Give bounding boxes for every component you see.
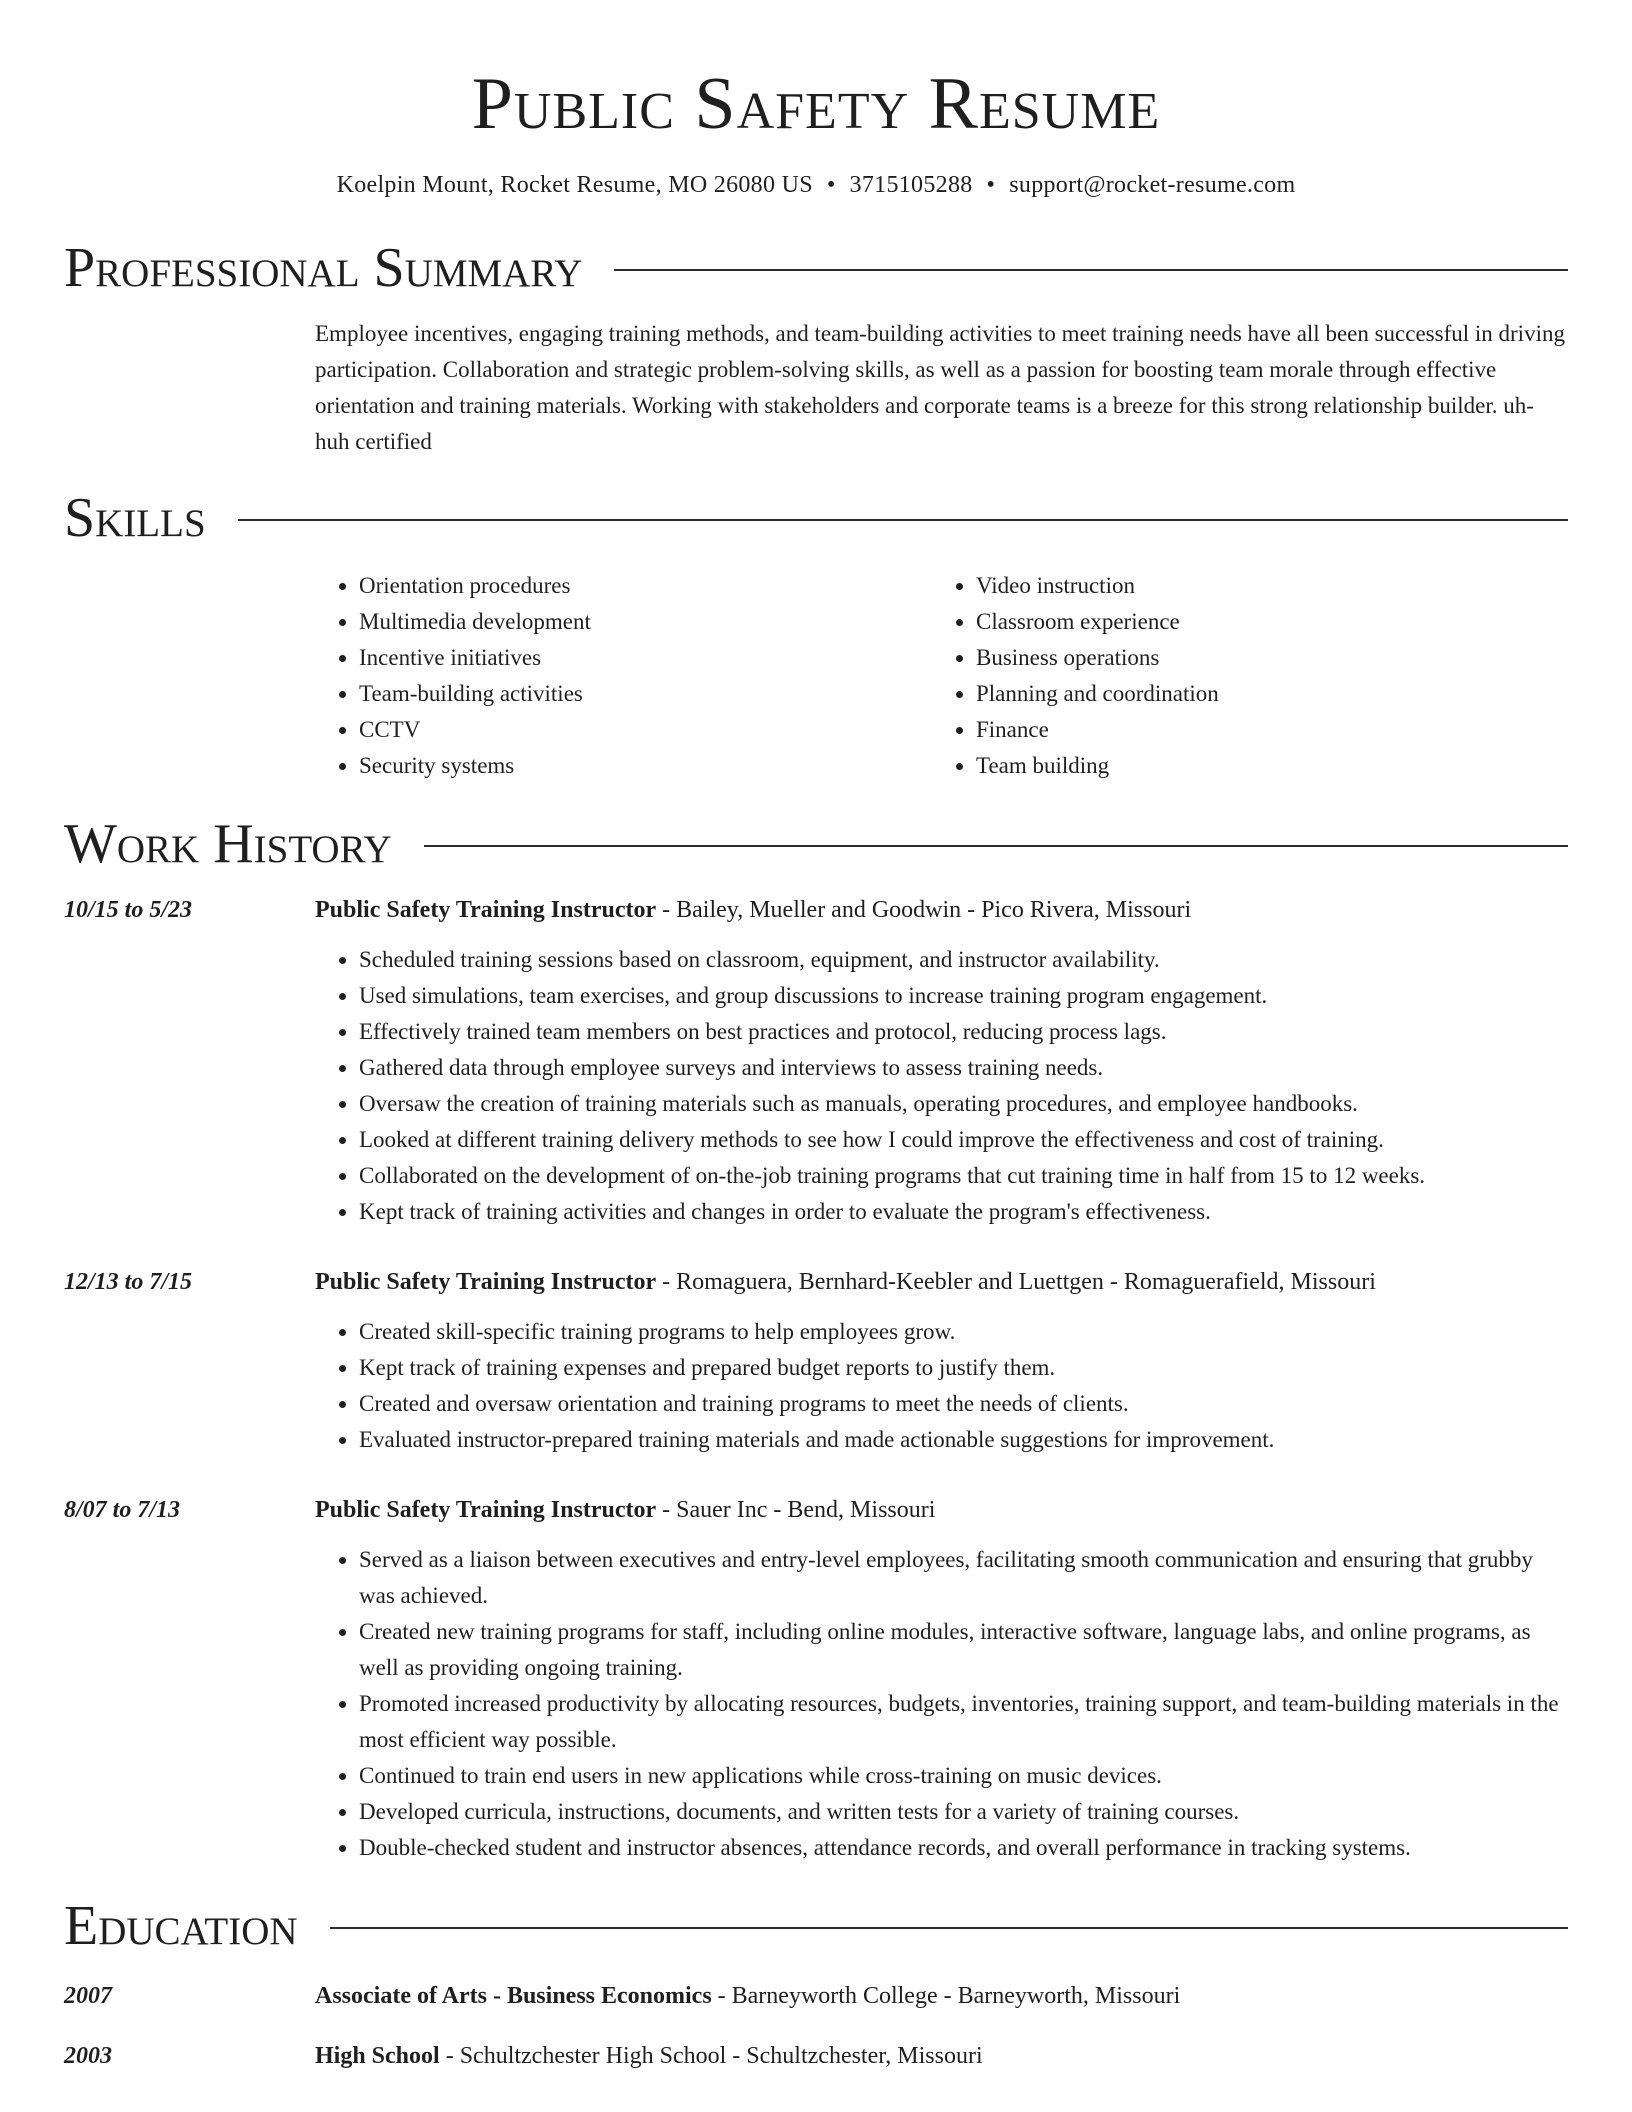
skills-heading: Skills (64, 487, 206, 549)
job-bullet: • Served as a liaison between executives and entry-level employees, facilitating smooth communication and ensuring that grubby was achieved. (359, 1542, 1568, 1614)
summary-heading: Professional Summary (64, 237, 583, 299)
contact-line (64, 170, 1568, 200)
contact-separator: • (986, 172, 996, 198)
education-entry (64, 1978, 1568, 2014)
education-heading-line (315, 2038, 983, 2074)
section-divider (330, 1927, 1568, 1929)
education-school: - Barneyworth College - Barneyworth, Missouri (711, 1983, 1181, 2009)
skill-item: • Multimedia development (359, 604, 932, 640)
skills-column-right (932, 568, 1549, 784)
education-section-header (64, 1896, 1568, 1956)
summary-section-header (64, 238, 1568, 298)
job-body (315, 1264, 1568, 1458)
job-bullet: • Created and oversaw orientation and training programs to meet the needs of clients. (359, 1386, 1568, 1422)
skill-item: • Team building (976, 748, 1549, 784)
job-bullet: • Kept track of training expenses and prepared budget reports to justify them. (359, 1350, 1568, 1386)
job-bullet: • Oversaw the creation of training materials such as manuals, operating procedures, and employee handbooks. (359, 1086, 1568, 1122)
job-title: Public Safety Training Instructor (315, 1269, 657, 1295)
skill-item: • Video instruction (976, 568, 1549, 604)
resume-page (64, 0, 1568, 2074)
education-entry (64, 2038, 1568, 2074)
job-bullets (315, 942, 1568, 1230)
skill-item: • Orientation procedures (359, 568, 932, 604)
job-employer: - Bailey, Mueller and Goodwin - Pico Rivera, Missouri (656, 897, 1192, 923)
skills-section-header (64, 488, 1568, 548)
summary-text: Employee incentives, engaging training methods, and team-building activities to meet training needs have all been successful in driving participation. Collaboration and strategic problem-solving skills, as well as a passion for boosting team morale through effective orientation and training materials. Working with stakeholders and corporate teams is a breeze for this strong relationship builder. uh-huh certified (315, 321, 1565, 454)
education-school: - Schultzchester High School - Schultzchester, Missouri (439, 2043, 983, 2069)
job-dates: 12/13 to 7/15 (64, 1269, 193, 1295)
job-body (315, 1492, 1568, 1866)
education-year: 2003 (64, 2043, 112, 2069)
skill-item: • Planning and coordination (976, 676, 1549, 712)
job-employer: - Romaguera, Bernhard-Keebler and Luettgen - Romaguerafield, Missouri (656, 1269, 1376, 1295)
skill-item: • Security systems (359, 748, 932, 784)
job-bullet: • Looked at different training delivery methods to see how I could improve the effectiveness and cost of training. (359, 1122, 1568, 1158)
job-bullet: • Created new training programs for staff, including online modules, interactive software, language labs, and online programs, as well as providing ongoing training. (359, 1614, 1568, 1686)
job-dates: 8/07 to 7/13 (64, 1497, 181, 1523)
job-bullet: • Gathered data through employee surveys and interviews to assess training needs. (359, 1050, 1568, 1086)
job-bullet: • Scheduled training sessions based on classroom, equipment, and instructor availability. (359, 942, 1568, 978)
job-bullet: • Effectively trained team members on best practices and protocol, reducing process lags. (359, 1014, 1568, 1050)
contact-address: Koelpin Mount, Rocket Resume, MO 26080 US (336, 172, 813, 198)
job-title: Public Safety Training Instructor (315, 897, 657, 923)
education-heading: Education (64, 1895, 298, 1957)
contact-separator: • (826, 172, 836, 198)
job-bullet: • Collaborated on the development of on-the-job training programs that cut training time in half from 15 to 12 weeks. (359, 1158, 1568, 1194)
education-degree: Associate of Arts - Business Economics (315, 1983, 712, 2009)
work-section-header (64, 814, 1568, 874)
section-divider (424, 845, 1568, 847)
job-bullet: • Evaluated instructor-prepared training materials and made actionable suggestions for improvement. (359, 1422, 1568, 1458)
job-bullets (315, 1314, 1568, 1458)
job-entry (64, 892, 1568, 1230)
skill-item: • Team-building activities (359, 676, 932, 712)
job-heading (315, 892, 1568, 928)
job-bullet: • Double-checked student and instructor absences, attendance records, and overall performance in tracking systems. (359, 1830, 1568, 1866)
work-heading: Work History (64, 813, 392, 875)
skill-item: • Finance (976, 712, 1549, 748)
job-bullet: • Developed curricula, instructions, documents, and written tests for a variety of training courses. (359, 1794, 1568, 1830)
job-employer: - Sauer Inc - Bend, Missouri (656, 1497, 936, 1523)
skill-item: • Business operations (976, 640, 1549, 676)
job-bullets (315, 1542, 1568, 1866)
contact-email: support@rocket-resume.com (1009, 172, 1296, 198)
education-heading-line (315, 1978, 1180, 2014)
job-bullet: • Used simulations, team exercises, and group discussions to increase training program engagement. (359, 978, 1568, 1014)
job-entry (64, 1492, 1568, 1866)
job-entry (64, 1264, 1568, 1458)
job-heading (315, 1492, 1568, 1528)
skill-item: • Classroom experience (976, 604, 1549, 640)
job-bullet: • Promoted increased productivity by allocating resources, budgets, inventories, training support, and team-building materials in the most efficient way possible. (359, 1686, 1568, 1758)
section-divider (238, 519, 1568, 521)
education-year: 2007 (64, 1983, 112, 2009)
section-divider (614, 269, 1568, 271)
skill-item: • CCTV (359, 712, 932, 748)
skill-item: • Incentive initiatives (359, 640, 932, 676)
job-bullet: • Kept track of training activities and changes in order to evaluate the program's effectiveness. (359, 1194, 1568, 1230)
job-bullet: • Continued to train end users in new applications while cross-training on music devices. (359, 1758, 1568, 1794)
job-heading (315, 1264, 1568, 1300)
education-degree: High School (315, 2043, 440, 2069)
job-dates: 10/15 to 5/23 (64, 897, 193, 923)
job-body (315, 892, 1568, 1230)
contact-phone: 3715105288 (849, 172, 973, 198)
skills-list (315, 568, 1568, 784)
skills-column-left (315, 568, 932, 784)
job-title: Public Safety Training Instructor (315, 1497, 657, 1523)
job-bullet: • Created skill-specific training programs to help employees grow. (359, 1314, 1568, 1350)
resume-title: Public Safety Resume (471, 63, 1161, 145)
